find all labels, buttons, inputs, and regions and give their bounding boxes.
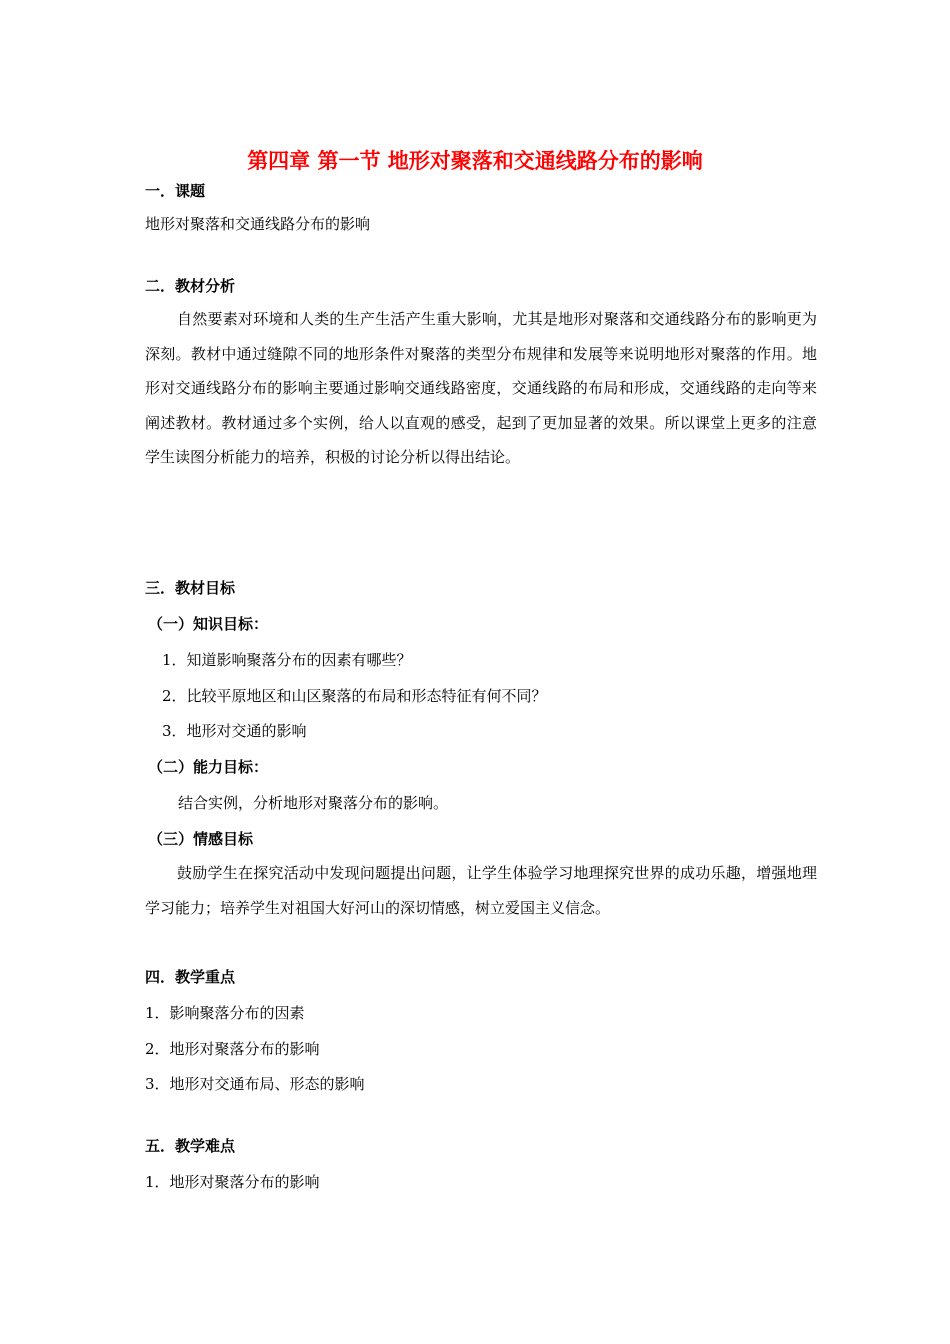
key-point-item: 2．地形对聚落分布的影响	[145, 1040, 320, 1058]
difficulty-item: 1．地形对聚落分布的影响	[145, 1173, 320, 1191]
material-analysis-paragraph: 自然要素对环境和人类的生产生活产生重大影响，尤其是地形对聚落和交通线路分布的影响更为深刻。教材中通过缝隙不同的地形条件对聚落的类型分布规律和发展等来说明地形对聚落的作用。地形对交通线路分布的影响主要通过影响交通线路密度，交通线路的布局和形成，交通线路的走向等来阐述教材。教材通过多个实例，给人以直观的感受，起到了更加显著的效果。所以课堂上更多的注意学生读图分析能力的培养，积极的讨论分析以得出结论。	[145, 310, 817, 466]
ability-goals-text: 结合实例，分析地形对聚落分布的影响。	[178, 794, 449, 812]
ability-goals-heading: （二）能力目标：	[148, 758, 269, 776]
section-heading-topic: 一．课题	[145, 182, 206, 200]
key-point-item: 3．地形对交通布局、形态的影响	[145, 1075, 365, 1093]
knowledge-goal-item: 3．地形对交通的影响	[162, 722, 307, 740]
knowledge-goal-item: 2．比较平原地区和山区聚落的布局和形态特征有何不同？	[162, 687, 547, 705]
section-heading-material-analysis: 二．教材分析	[145, 277, 236, 295]
section-heading-difficulties: 五．教学难点	[145, 1137, 236, 1155]
emotion-goals-paragraph: 鼓励学生在探究活动中发现问题提出问题，让学生体验学习地理探究世界的成功乐趣，增强地理学习能力；培养学生对祖国大好河山的深切情感，树立爱国主义信念。	[145, 864, 817, 917]
knowledge-goals-heading: （一）知识目标：	[148, 615, 269, 633]
section-heading-key-points: 四．教学重点	[145, 968, 236, 986]
section-heading-goals: 三．教材目标	[145, 579, 236, 597]
topic-text: 地形对聚落和交通线路分布的影响	[145, 215, 371, 233]
page-title: 第四章 第一节 地形对聚落和交通线路分布的影响	[247, 149, 703, 173]
emotion-goals-heading: （三）情感目标	[148, 830, 254, 848]
knowledge-goal-item: 1．知道影响聚落分布的因素有哪些？	[162, 651, 412, 669]
key-point-item: 1．影响聚落分布的因素	[145, 1004, 305, 1022]
